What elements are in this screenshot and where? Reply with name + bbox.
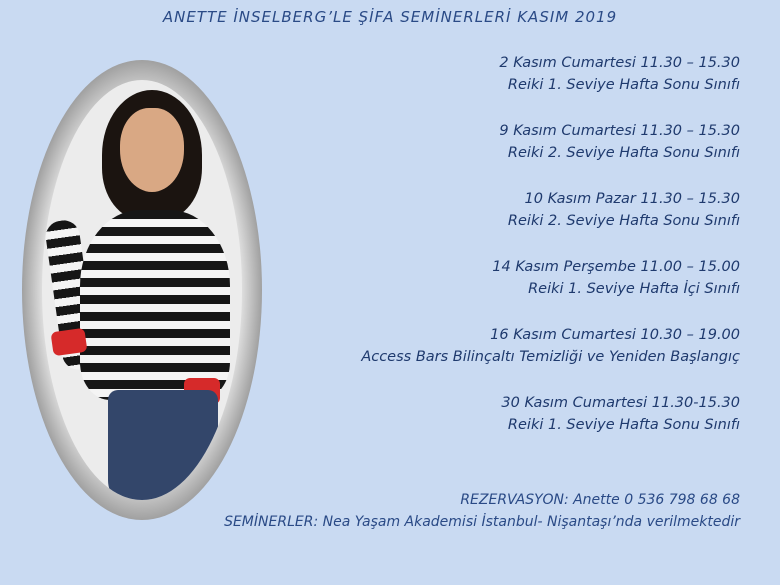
entry-date: 2 Kasım Cumartesi 11.30 – 15.30 [499,55,740,71]
reservation-line: REZERVASYON: Anette 0 536 798 68 68 [460,492,740,508]
entry-date: 16 Kasım Cumartesi 10.30 – 19.00 [490,327,740,343]
seminar-schedule [280,52,740,460]
person-face [120,108,184,192]
schedule-entry [280,392,740,436]
entry-course: Reiki 1. Seviye Hafta İçi Sınıfı [528,281,740,297]
schedule-entry [280,188,740,232]
portrait-background [42,80,242,500]
entry-date: 14 Kasım Perşembe 11.00 – 15.00 [492,259,740,275]
striped-sweater [80,210,230,400]
portrait-photo [22,60,262,520]
person-jeans [108,390,218,500]
schedule-entry [280,120,740,164]
seminar-location-line: SEMİNERLER: Nea Yaşam Akademisi İstanbul- Nişantaşı’nda verilmektedir [224,514,740,530]
entry-course: Access Bars Bilinçaltı Temizliği ve Yeniden Başlangıç [361,349,740,365]
footer-info [120,489,740,533]
entry-course: Reiki 1. Seviye Hafta Sonu Sınıfı [507,77,740,93]
entry-course: Reiki 2. Seviye Hafta Sonu Sınıfı [507,213,740,229]
sweater-cuff-left [50,328,87,356]
entry-course: Reiki 2. Seviye Hafta Sonu Sınıfı [507,145,740,161]
schedule-entry [280,52,740,96]
page-title: ANETTE İNSELBERG’LE ŞİFA SEMİNERLERİ KASIM 2019 [162,8,618,26]
entry-date: 30 Kasım Cumartesi 11.30-15.30 [501,395,740,411]
entry-date: 10 Kasım Pazar 11.30 – 15.30 [524,191,740,207]
schedule-entry [280,324,740,368]
entry-course: Reiki 1. Seviye Hafta Sonu Sınıfı [507,417,740,433]
schedule-entry [280,256,740,300]
entry-date: 9 Kasım Cumartesi 11.30 – 15.30 [499,123,740,139]
